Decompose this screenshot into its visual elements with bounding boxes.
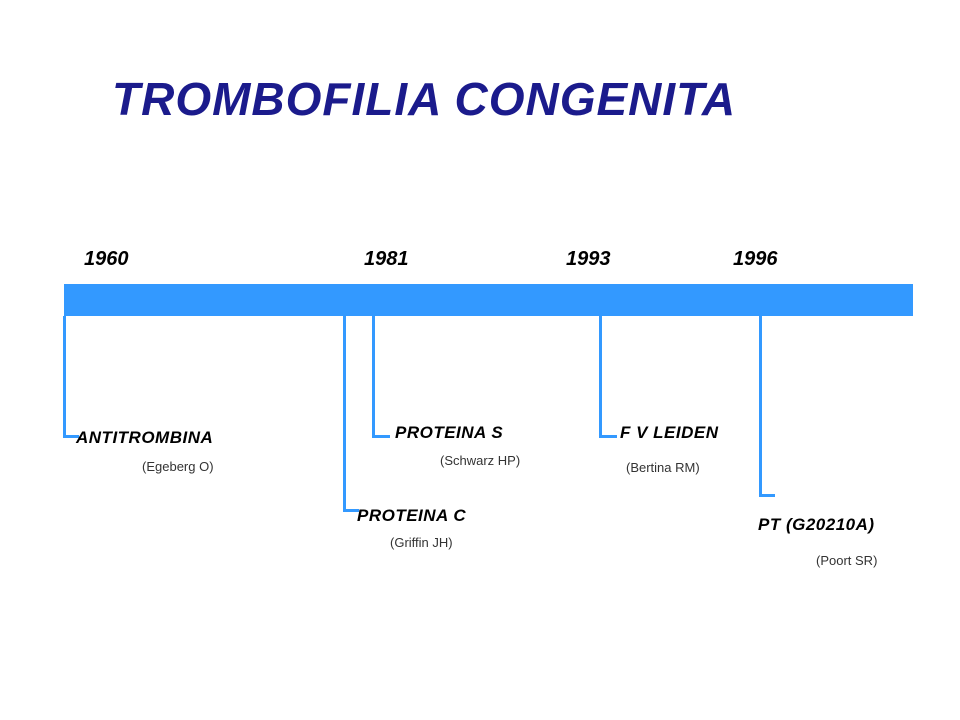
event-author-f-v-leiden: (Bertina RM) — [626, 460, 700, 475]
connector-proteina-s — [372, 316, 390, 438]
event-label-proteina-c: PROTEINA C — [357, 506, 467, 525]
connector-proteina-c — [343, 316, 359, 512]
connector-f-v-leiden — [599, 316, 617, 438]
event-label-pt-g20210a: PT (G20210A) — [758, 515, 875, 534]
year-1993: 1993 — [566, 248, 611, 270]
event-author-proteina-s: (Schwarz HP) — [440, 453, 521, 468]
event-label-f-v-leiden: F V LEIDEN — [620, 423, 719, 442]
year-1960: 1960 — [84, 248, 129, 270]
year-1996: 1996 — [733, 248, 778, 270]
year-1981: 1981 — [364, 248, 409, 270]
connector-antitrombina — [63, 316, 79, 438]
event-label-proteina-s: PROTEINA S — [395, 423, 504, 442]
slide-title: TROMBOFILIA CONGENITA — [112, 73, 737, 125]
timeline-bar — [64, 284, 913, 316]
event-author-proteina-c: (Griffin JH) — [390, 535, 453, 550]
connector-pt-g20210a — [759, 316, 775, 497]
event-author-pt-g20210a: (Poort SR) — [816, 553, 878, 568]
event-author-antitrombina: (Egeberg O) — [142, 459, 214, 474]
event-label-antitrombina: ANTITROMBINA — [76, 428, 214, 447]
